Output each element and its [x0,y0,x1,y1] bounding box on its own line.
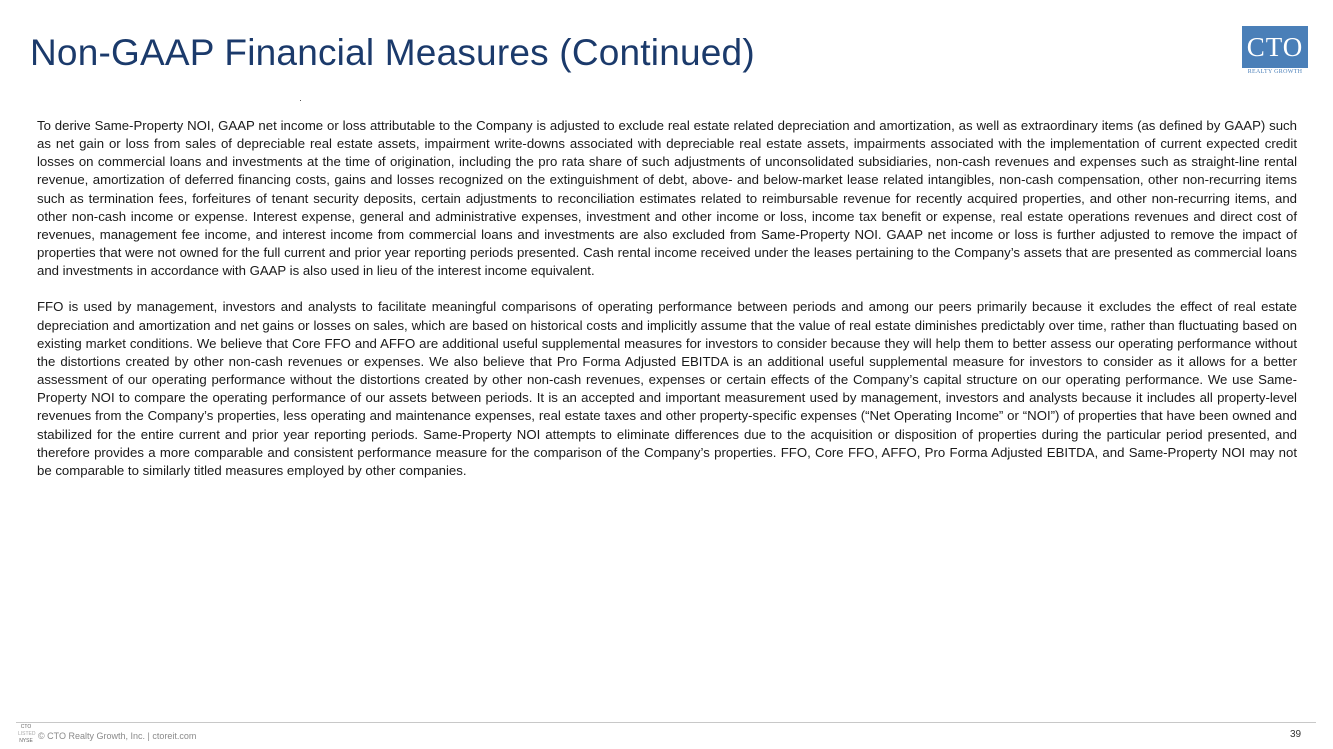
page-number: 39 [1290,729,1302,740]
stray-dot [300,100,301,101]
paragraph-ffo: FFO is used by management, investors and analysts to facilitate meaningful comparisons of operating performance between periods and among our peers primarily because it excludes the effect of real estate depreciation and amortization and net gains or losses on sales, which are based on historical costs and implicitly assume that the value of real estate diminishes predictably over time, rather than fluctuating based on existing market conditions. We believe that Core FFO and AFFO are additional useful supplemental measures for investors to consider because they will help them to better assess our operating performance without the distortions created by other non-cash revenues or expenses. We also believe that Pro Forma Adjusted EBITDA is an additional useful supplemental measure for investors to consider as it allows for a better assessment of our operating performance without the distortions created by other non-cash revenues, expenses or certain effects of the Company’s capital structure on our operating performance. We use Same-Property NOI to compare the operating performance of our assets between periods. It is an accepted and important measurement used by management, investors and analysts because it includes all property-level revenues from the Company’s properties, less operating and maintenance expenses, real estate taxes and other property-specific expenses (“Net Operating Income” or “NOI”) of properties that have been owned and stabilized for the entire current and prior year reporting periods. Same-Property NOI attempts to eliminate differences due to the acquisition or disposition of properties during the particular period presented, and therefore provides a more comparable and consistent performance measure for the comparison of the Company’s properties. FFO, Core FFO, AFFO, Pro Forma Adjusted EBITDA, and Same-Property NOI may not be comparable to similarly titled measures employed by other companies. [37,299,1297,478]
logo-tagline: REALTY GROWTH [1247,69,1303,75]
footer-mark-bottom: NYSE [19,738,33,744]
page-title: Non-GAAP Financial Measures (Continued) [30,32,755,73]
paragraph-same-property-noi: To derive Same-Property NOI, GAAP net income or loss attributable to the Company is adjusted to exclude real estate related depreciation and amortization, as well as extraordinary items (as defined by GAAP) such as net gain or loss from sales of depreciable real estate assets, impairment write-downs associated with depreciable real estate assets, impairments associated with the implementation of current expected credit losses on commercial loans and investments at the time of origination, including the pro rata share of such adjustments of unconsolidated subsidiaries, non-cash revenues and expenses such as straight-line rental revenue, amortization of deferred financing costs, gains and losses recognized on the extinguishment of debt, above- and below-market lease related intangibles, non-cash compensation, other non-recurring items such as termination fees, forfeitures of tenant security deposits, certain adjustments to reconciliation estimates related to reimbursable revenue for recently acquired properties, and other non-recurring items, and other non-cash income or expense. Interest expense, general and administrative expenses, investment and other income or loss, income tax benefit or expense, real estate operations revenues and direct cost of revenues, management fee income, and interest income from commercial loans and investments are also excluded from Same-Property NOI. GAAP net income or loss is further adjusted to remove the impact of properties that were not owned for the full current and prior year reporting periods presented. Cash rental income received under the leases pertaining to the Company’s assets that are presented as commercial loans and investments in accordance with GAAP is also used in lieu of the interest income equivalent. [37,118,1297,279]
logo-wordmark: CTO [1242,26,1308,68]
company-logo [1242,26,1308,75]
body-text [37,117,1297,498]
footer-mark-mid: LISTED [18,731,36,737]
footer-divider [16,722,1316,723]
footer-copyright: © CTO Realty Growth, Inc. | ctoreit.com [38,731,197,741]
nyse-listed-mark [18,724,34,745]
footer-mark-top: CTO [20,724,32,730]
